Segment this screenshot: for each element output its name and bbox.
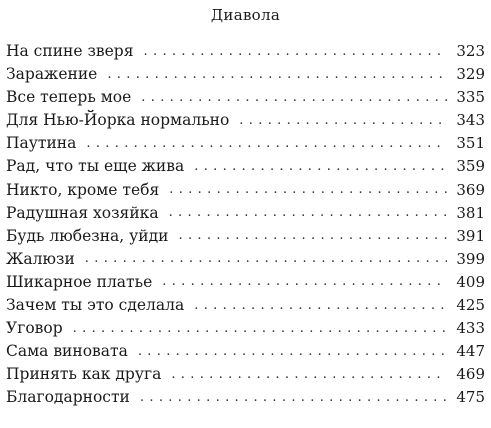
dot-leader: [239, 115, 447, 127]
toc-entry-page: 391: [456, 226, 485, 245]
toc-entry-title: Сама виновата: [6, 342, 128, 361]
dot-leader: [86, 138, 447, 150]
toc-entry[interactable]: [6, 202, 485, 225]
toc-entry-title: Для Нью-Йорка нормально: [6, 111, 230, 130]
toc-entry-title: Радушная хозяйка: [6, 203, 159, 222]
toc-entry-title: Паутина: [6, 134, 77, 153]
dot-leader: [73, 323, 447, 335]
toc-entry[interactable]: [6, 248, 485, 271]
toc-entry-page: 359: [456, 157, 485, 176]
dot-leader: [194, 300, 447, 312]
toc-entry[interactable]: [6, 225, 485, 248]
toc-entry[interactable]: [6, 109, 485, 132]
toc-entry-title: Уговор: [6, 319, 63, 338]
dot-leader: [107, 69, 447, 81]
toc-entry-page: 369: [456, 180, 485, 199]
dot-leader: [85, 253, 447, 265]
dot-leader: [178, 230, 447, 242]
dot-leader: [162, 276, 447, 288]
toc-entry[interactable]: [6, 340, 485, 363]
toc-entry-title: Заражение: [6, 65, 98, 84]
toc-entry-page: 425: [456, 296, 485, 315]
toc-entry-page: 335: [456, 88, 485, 107]
toc-entry-page: 469: [456, 365, 485, 384]
toc-entry[interactable]: [6, 40, 485, 63]
toc-entry[interactable]: [6, 132, 485, 155]
toc-entry[interactable]: [6, 86, 485, 109]
toc-entry-title: Будь любезна, уйди: [6, 226, 169, 245]
dot-leader: [169, 207, 447, 219]
toc-entry[interactable]: [6, 271, 485, 294]
toc-entry[interactable]: [6, 294, 485, 317]
section-heading: Диавола: [210, 6, 281, 24]
toc-entry-page: 343: [456, 111, 485, 130]
toc-entry-title: На спине зверя: [6, 42, 134, 60]
dot-leader: [144, 46, 447, 58]
toc-entry-title: Никто, кроме тебя: [6, 180, 160, 199]
toc-entry[interactable]: [6, 155, 485, 178]
toc-entry-page: 399: [456, 249, 485, 268]
dot-leader: [140, 392, 447, 404]
toc-entry-title: Жалюзи: [6, 249, 75, 268]
dot-leader: [141, 92, 447, 104]
toc-entry-title: Зачем ты это сделала: [6, 296, 185, 315]
toc-entry-page: 447: [456, 342, 485, 361]
toc-entry-page: 381: [456, 203, 485, 222]
toc-entry[interactable]: [6, 179, 485, 202]
toc-entry[interactable]: [6, 63, 485, 86]
toc-entry-title: Рад, что ты еще жива: [6, 157, 185, 176]
toc-entry[interactable]: [6, 317, 485, 340]
toc-entry-page: 475: [456, 388, 485, 407]
dot-leader: [171, 369, 447, 381]
toc-entry-title: Шикарное платье: [6, 272, 153, 291]
toc-entry-page: 329: [456, 65, 485, 84]
toc-entry-title: Все теперь мое: [6, 88, 132, 107]
table-of-contents: [6, 40, 485, 410]
toc-entry-page: 323: [456, 42, 485, 60]
toc-entry[interactable]: [6, 386, 485, 409]
toc-entry-title: Принять как друга: [6, 365, 162, 384]
dot-leader: [194, 161, 447, 173]
dot-leader: [138, 346, 447, 358]
toc-entry-page: 409: [456, 272, 485, 291]
dot-leader: [169, 184, 447, 196]
toc-entry[interactable]: [6, 363, 485, 386]
toc-entry-page: 433: [456, 319, 485, 338]
toc-entry-page: 351: [456, 134, 485, 153]
toc-entry-title: Благодарности: [6, 388, 130, 407]
